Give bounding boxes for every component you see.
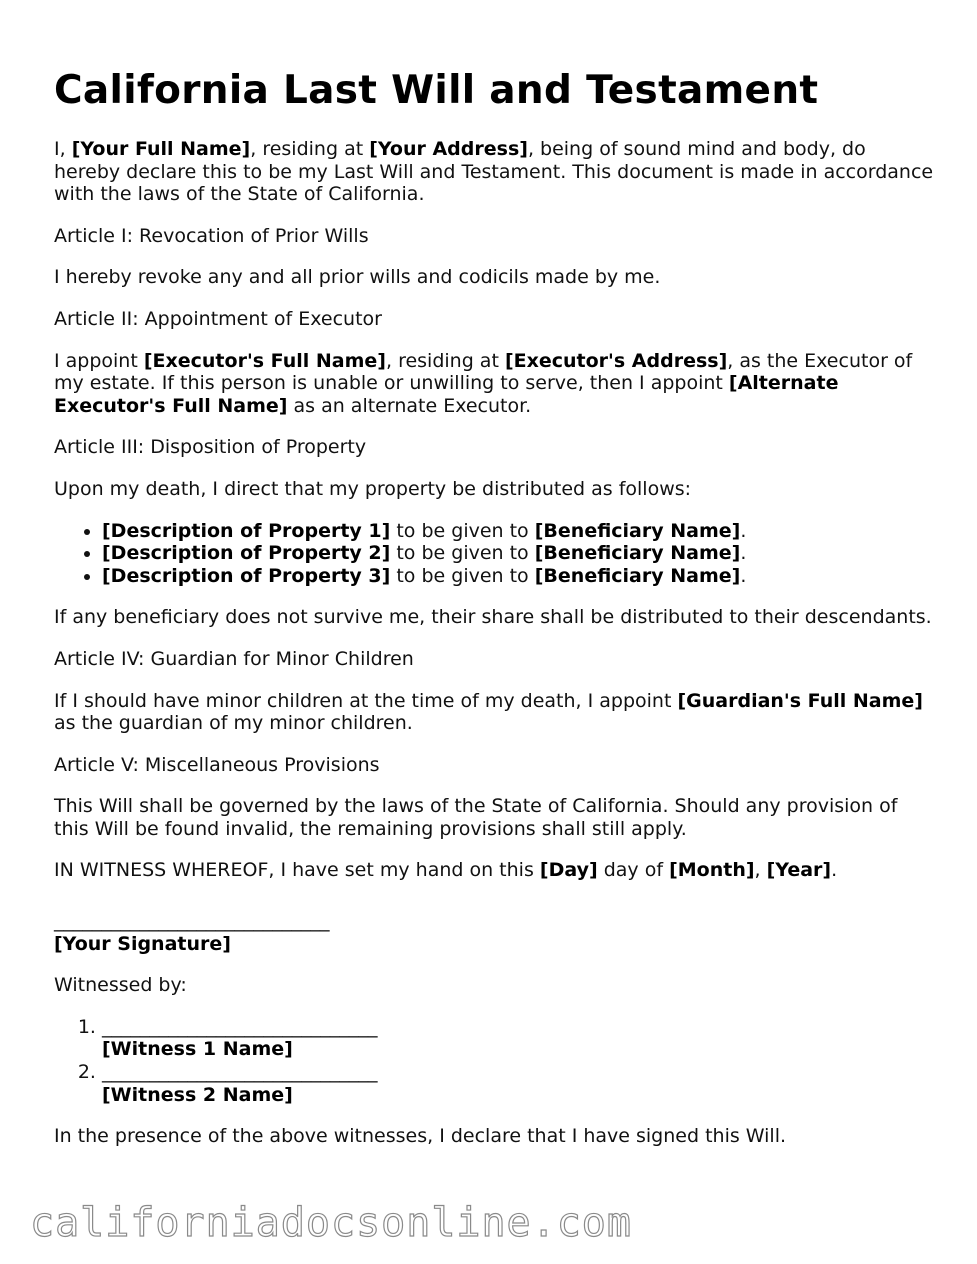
witnesses-heading: Witnessed by:	[54, 974, 187, 997]
article-5-heading: Article V: Miscellaneous Provisions	[54, 753, 380, 776]
article-2-heading: Article II: Appointment of Executor	[54, 307, 382, 330]
article-3-intro: Upon my death, I direct that my property be distributed as follows:	[54, 477, 692, 500]
article-5-body: This Will shall be governed by the laws of the State of California. Should any provision of this Will be found invalid, the remaining provisions shall still apply.	[54, 795, 898, 840]
site-watermark: californiadocsonline.com	[30, 1200, 632, 1246]
document-title: California Last Will and Testament	[54, 68, 819, 113]
article-1-heading: Article I: Revocation of Prior Wills	[54, 224, 369, 247]
placeholder-day: [Day]	[539, 859, 598, 882]
article-1-body: I hereby revoke any and all prior wills and codicils made by me.	[54, 266, 661, 289]
placeholder-month: [Month]	[669, 859, 755, 882]
article-2-body: I appoint [Executor's Full Name], residing at [Executor's Address], as the Executor of my estate. If this person is unable or unwilling to serve, then I appoint [Alternate Executor's Full Name] as an alternate Executor.	[54, 349, 913, 417]
article-3-survivor-clause: If any beneficiary does not survive me, their share shall be distributed to their descendants.	[54, 606, 932, 629]
intro-paragraph: I, [Your Full Name], residing at [Your Address], being of sound mind and body, do hereby declare this to be my Last Will and Testament. This document is made in accordance with the laws of the State of California.	[54, 138, 934, 206]
witness-name-label: [Witness 2 Name]	[102, 1083, 293, 1106]
witness-clause: IN WITNESS WHEREOF, I have set my hand on this [Day] day of [Month], [Year].	[54, 859, 838, 882]
document-page	[54, 66, 934, 1167]
placeholder-alternate-executor-name: [Alternate Executor's Full Name]	[54, 372, 839, 417]
placeholder-property: [Description of Property 1]	[102, 519, 391, 542]
placeholder-beneficiary: [Beneficiary Name]	[534, 564, 741, 587]
placeholder-beneficiary: [Beneficiary Name]	[534, 542, 741, 565]
list-item: • [Description of Property 1] to be given to [Beneficiary Name].	[102, 520, 934, 543]
placeholder-property: [Description of Property 3]	[102, 564, 391, 587]
list-item	[102, 1061, 934, 1106]
placeholder-executor-name: [Executor's Full Name]	[143, 349, 386, 372]
list-item	[102, 1016, 934, 1061]
signature-line: _____________________________	[54, 910, 330, 933]
placeholder-guardian-name: [Guardian's Full Name]	[677, 689, 923, 712]
placeholder-year: [Year]	[766, 859, 832, 882]
article-4-heading: Article IV: Guardian for Minor Children	[54, 647, 414, 670]
signature-block	[54, 910, 934, 955]
closing-statement: In the presence of the above witnesses, I declare that I have signed this Will.	[54, 1125, 787, 1148]
placeholder-executor-address: [Executor's Address]	[504, 349, 728, 372]
placeholder-property: [Description of Property 2]	[102, 542, 391, 565]
list-item: • [Description of Property 2] to be given to [Beneficiary Name].	[102, 542, 934, 565]
witness-list	[54, 1016, 934, 1106]
placeholder-your-full-name: [Your Full Name]	[71, 138, 251, 160]
property-list	[54, 520, 934, 588]
placeholder-beneficiary: [Beneficiary Name]	[534, 519, 741, 542]
witness-signature-line: 1. _____________________________	[102, 1015, 378, 1038]
signature-label: [Your Signature]	[54, 932, 231, 955]
placeholder-your-address: [Your Address]	[369, 138, 528, 160]
witness-signature-line: 2. _____________________________	[102, 1061, 378, 1084]
article-4-body: If I should have minor children at the time of my death, I appoint [Guardian's Full Name] as the guardian of my minor children.	[54, 689, 923, 735]
witness-name-label: [Witness 1 Name]	[102, 1038, 293, 1061]
list-item: • [Description of Property 3] to be given to [Beneficiary Name].	[102, 565, 934, 588]
article-3-heading: Article III: Disposition of Property	[54, 436, 367, 459]
